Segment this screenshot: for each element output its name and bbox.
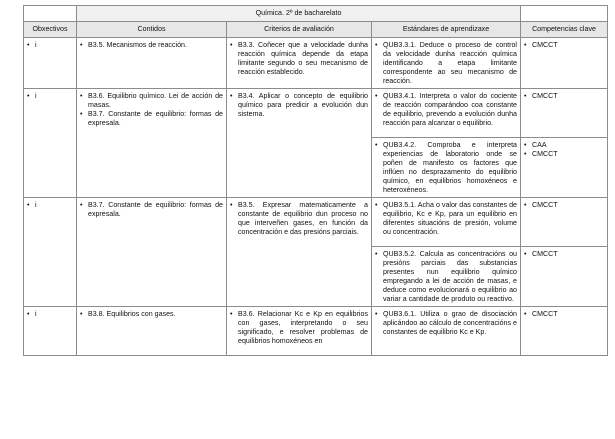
contidos-cell [77, 89, 227, 198]
criterio-cell [227, 307, 372, 356]
competencias-cell [521, 198, 608, 247]
competencia-item [524, 201, 604, 210]
obxectivo-item-text: i [35, 310, 37, 318]
competencias-cell [521, 138, 608, 198]
estandar-item-text: QUB3.5.2. Calcula as concentracións ou presións parciais das substancias presentes nun equilibrio químico empregando a lei de acción de masas, e deduce como evolucionará o equilibrio ao variar a cantidade de produto ou reactivo. [383, 250, 517, 303]
bullet-glyph: • [524, 250, 527, 258]
bullet-glyph: • [230, 41, 233, 49]
col-header-competencias: Competencias clave [521, 22, 608, 38]
bullet-glyph: • [230, 310, 233, 318]
bullet-glyph: • [27, 201, 30, 209]
criterio-item [230, 201, 368, 237]
bullet-glyph: • [524, 150, 527, 158]
criterio-item-text: B3.4. Aplicar o concepto de equilibrio químico para predicir a evolución dun sistema. [238, 92, 368, 118]
bullet-glyph: • [80, 110, 83, 118]
obxectivo-item-text: i [35, 92, 37, 100]
contidos-cell [77, 38, 227, 89]
bullet-glyph: • [80, 92, 83, 100]
competencia-item [524, 41, 604, 50]
table-row [24, 89, 608, 138]
contido-item-text: B3.5. Mecanismos de reacción. [88, 41, 187, 49]
criterio-item [230, 92, 368, 119]
contido-item [80, 92, 223, 110]
contido-item-text: B3.7. Constante de equilibrio: formas de expresala. [88, 201, 223, 218]
col-header-estandares: Estándares de aprendizaxe [372, 22, 521, 38]
criterio-item [230, 310, 368, 346]
table-row [24, 198, 608, 247]
criterio-item [230, 41, 368, 77]
title-row [24, 6, 608, 22]
criterio-item-text: B3.5. Expresar matematicamente a constante de equilibrio dun proceso no que interveñen gases, en función da concentración e das presións parciais. [238, 201, 368, 236]
competencia-item-text: CMCCT [532, 41, 558, 49]
estandar-cell [372, 307, 521, 356]
contido-item-text: B3.7. Constante de equilibrio: formas de expresala. [88, 110, 223, 127]
table-title: Química. 2º de bacharelato [77, 6, 521, 22]
competencia-item-text: CMCCT [532, 92, 558, 100]
bullet-glyph: • [80, 310, 83, 318]
estandar-cell [372, 38, 521, 89]
col-header-criterios: Criterios de avaliación [227, 22, 372, 38]
estandar-item [375, 250, 517, 304]
contidos-cell [77, 198, 227, 307]
bullet-glyph: • [524, 141, 527, 149]
estandar-item [375, 92, 517, 128]
competencia-item [524, 250, 604, 259]
estandar-cell [372, 138, 521, 198]
bullet-glyph: • [375, 141, 378, 149]
criterio-item-text: B3.6. Relacionar Kc e Kp en equilibrios con gases, interpretando o seu significado, e resolver problemas de equilibrios homoxéneos en [238, 310, 368, 345]
competencias-cell [521, 307, 608, 356]
bullet-glyph: • [230, 201, 233, 209]
bullet-glyph: • [27, 310, 30, 318]
competencia-item-text: CMCCT [532, 310, 558, 318]
estandar-item [375, 141, 517, 195]
obxectivo-item-text: i [35, 201, 37, 209]
contido-item-text: B3.8. Equilibrios con gases. [88, 310, 176, 318]
competencia-item-text: CMCCT [532, 201, 558, 209]
competencia-item-text: CAA [532, 141, 547, 149]
estandar-item [375, 41, 517, 86]
bullet-glyph: • [375, 250, 378, 258]
obxectivo-item [27, 310, 73, 319]
estandar-cell [372, 247, 521, 307]
curriculum-table [23, 5, 608, 356]
bullet-glyph: • [230, 92, 233, 100]
bullet-glyph: • [524, 41, 527, 49]
bullet-glyph: • [80, 201, 83, 209]
estandar-item-text: QUB3.4.1. Interpreta o valor do cociente de reacción comparándoo coa constante de equilibrio, prevendo a evolución dunha reacción para alcanzar o equilibrio. [383, 92, 517, 127]
estandar-item-text: QUB3.6.1. Utiliza o grao de disociación aplicándoo ao cálculo de concentracións e constantes de equilibrio Kc e Kp. [383, 310, 517, 336]
table-row [24, 307, 608, 356]
contidos-cell [77, 307, 227, 356]
competencias-cell [521, 89, 608, 138]
bullet-glyph: • [80, 41, 83, 49]
competencia-item [524, 92, 604, 101]
obxectivos-cell [24, 198, 77, 307]
competencias-cell [521, 247, 608, 307]
obxectivo-item [27, 92, 73, 101]
obxectivo-item [27, 41, 73, 50]
competencias-cell [521, 38, 608, 89]
col-header-contidos: Contidos [77, 22, 227, 38]
criterio-cell [227, 89, 372, 198]
column-header-row [24, 22, 608, 38]
obxectivo-item [27, 201, 73, 210]
contido-item [80, 310, 223, 319]
criterio-cell [227, 38, 372, 89]
bullet-glyph: • [375, 92, 378, 100]
bullet-glyph: • [524, 310, 527, 318]
estandar-cell [372, 89, 521, 138]
obxectivos-cell [24, 89, 77, 198]
estandar-item-text: QUB3.3.1. Deduce o proceso de control da velocidade dunha reacción química identificando a etapa limitante correspondente ao seu mecanismo de reacción. [383, 41, 517, 85]
col-header-obxectivos: Obxectivos [24, 22, 77, 38]
contido-item [80, 41, 223, 50]
contido-item [80, 201, 223, 219]
obxectivos-cell [24, 307, 77, 356]
contido-item-text: B3.6. Equilibrio químico. Lei de acción de masas. [88, 92, 223, 109]
table-row [24, 38, 608, 89]
criterio-cell [227, 198, 372, 307]
bullet-glyph: • [27, 92, 30, 100]
bullet-glyph: • [375, 201, 378, 209]
title-spacer [24, 6, 77, 22]
obxectivo-item-text: i [35, 41, 37, 49]
estandar-item-text: QUB3.5.1. Acha o valor das constantes de equilibrio, Kc e Kp, para un equilibrio en diferentes situacións de presión, volume ou concentración. [383, 201, 517, 236]
obxectivos-cell [24, 38, 77, 89]
estandar-item [375, 310, 517, 337]
bullet-glyph: • [524, 92, 527, 100]
criterio-item-text: B3.3. Coñecer que a velocidade dunha reacción química depende da etapa limitante segundo o seu mecanismo de reacción establecido. [238, 41, 368, 76]
title-spacer-right [521, 6, 608, 22]
estandar-item-text: QUB3.4.2. Comproba e interpreta experiencias de laboratorio onde se poñen de manifesto os factores que inflúen no desprazamento do equilibrio químico, en equilibrios homoxéneos e heteroxéneos. [383, 141, 517, 194]
competencia-item [524, 310, 604, 319]
contido-item [80, 110, 223, 128]
estandar-cell [372, 198, 521, 247]
estandar-item [375, 201, 517, 237]
competencia-item [524, 141, 604, 150]
bullet-glyph: • [27, 41, 30, 49]
bullet-glyph: • [375, 41, 378, 49]
competencia-item-text: CMCCT [532, 150, 558, 158]
bullet-glyph: • [375, 310, 378, 318]
bullet-glyph: • [524, 201, 527, 209]
competencia-item-text: CMCCT [532, 250, 558, 258]
competencia-item [524, 150, 604, 159]
